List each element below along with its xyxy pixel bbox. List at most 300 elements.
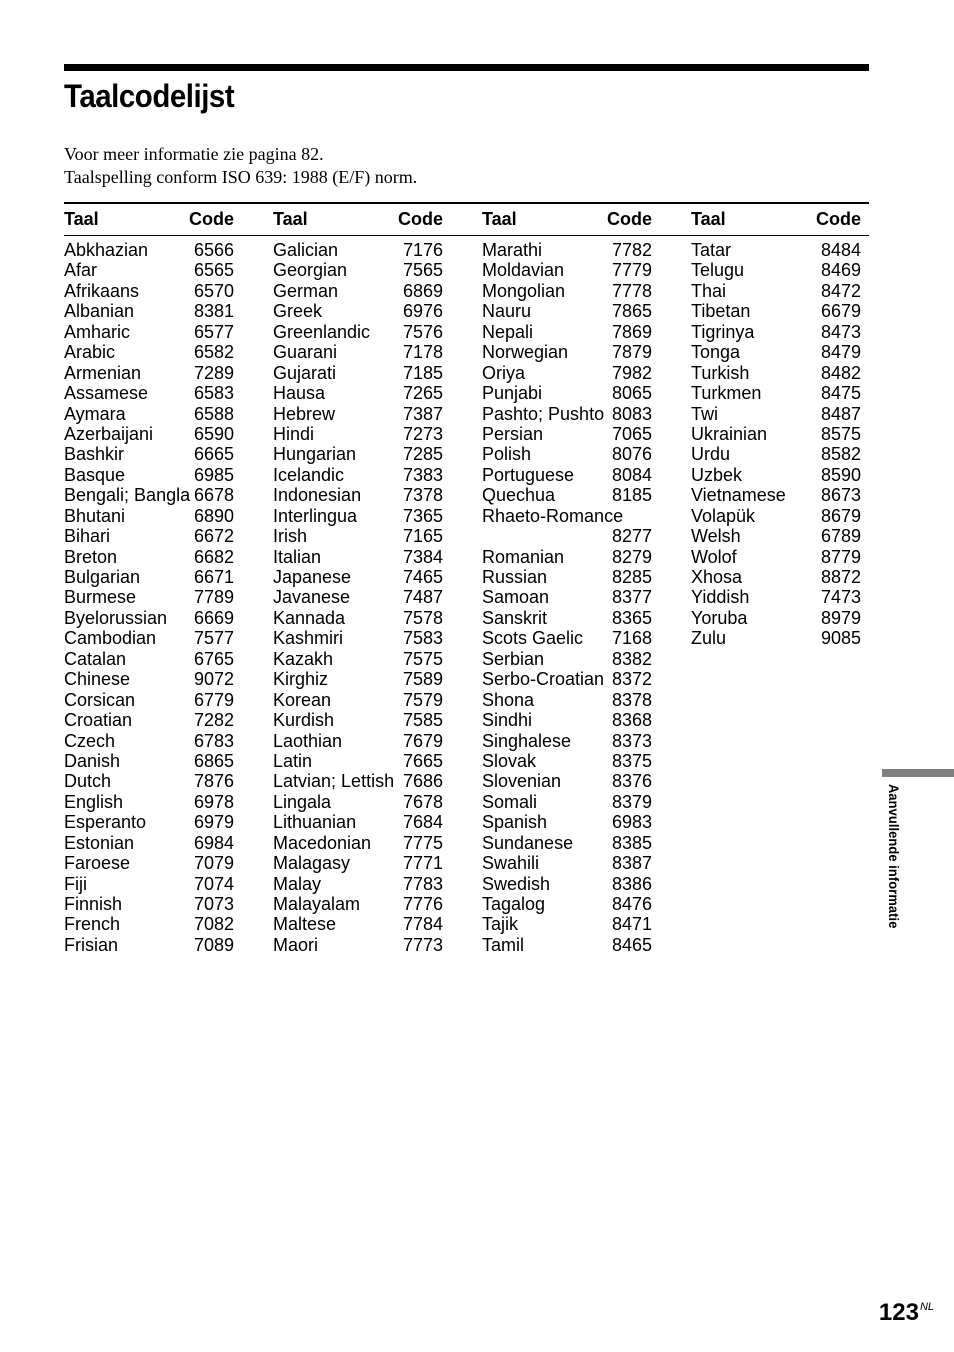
language-name: Wolof bbox=[691, 546, 737, 567]
language-name: Hindi bbox=[273, 423, 315, 444]
language-name: Greenlandic bbox=[273, 321, 371, 342]
header-language: Taal bbox=[691, 209, 726, 229]
table-row bbox=[482, 260, 652, 280]
language-code: 7869 bbox=[611, 321, 652, 342]
language-name: Uzbek bbox=[691, 464, 743, 485]
table-row bbox=[273, 383, 443, 403]
page-number-value: 123 bbox=[878, 1299, 919, 1326]
table-row bbox=[691, 240, 861, 260]
language-name: Laothian bbox=[273, 730, 343, 751]
language-code: 7679 bbox=[402, 730, 443, 751]
language-name: Lingala bbox=[273, 791, 332, 812]
table-row bbox=[691, 301, 861, 321]
language-name: Breton bbox=[64, 546, 118, 567]
table-row bbox=[482, 322, 652, 342]
language-name: Albanian bbox=[64, 301, 135, 322]
language-name: Tamil bbox=[482, 934, 525, 955]
table-row bbox=[64, 485, 234, 505]
language-code: 6583 bbox=[193, 383, 234, 404]
table-row bbox=[64, 935, 234, 955]
language-code: 7579 bbox=[402, 689, 443, 710]
table-row bbox=[273, 485, 443, 505]
language-code: 8779 bbox=[820, 546, 861, 567]
language-name: Nepali bbox=[482, 321, 534, 342]
language-code: 6869 bbox=[402, 280, 443, 301]
language-name: Afar bbox=[64, 260, 98, 281]
language-name: Aymara bbox=[64, 403, 126, 424]
language-name: Quechua bbox=[482, 485, 556, 506]
table-row bbox=[273, 771, 443, 791]
language-name: Slovenian bbox=[482, 771, 562, 792]
language-code: 8473 bbox=[820, 321, 861, 342]
table-row bbox=[273, 281, 443, 301]
table-row bbox=[64, 587, 234, 607]
language-name: Zulu bbox=[691, 628, 727, 649]
table-row bbox=[64, 669, 234, 689]
language-code: 8476 bbox=[611, 894, 652, 914]
table-row bbox=[482, 547, 652, 567]
language-name: Maltese bbox=[273, 914, 337, 935]
header-language: Taal bbox=[64, 209, 99, 229]
table-row bbox=[482, 342, 652, 362]
table-row bbox=[482, 914, 652, 934]
table-row bbox=[64, 567, 234, 587]
table-header-rule bbox=[64, 235, 869, 236]
table-row bbox=[64, 751, 234, 771]
language-code: 7165 bbox=[402, 526, 443, 547]
language-code: 8487 bbox=[820, 403, 861, 424]
section-tab-bar bbox=[882, 769, 954, 777]
language-name: Latin bbox=[273, 750, 313, 771]
table-row bbox=[691, 383, 861, 403]
language-name: Bulgarian bbox=[64, 567, 141, 587]
language-name: Italian bbox=[273, 546, 322, 567]
language-name: Icelandic bbox=[273, 464, 345, 485]
language-name: Kazakh bbox=[273, 648, 334, 669]
table-row bbox=[482, 812, 652, 832]
table-row bbox=[273, 567, 443, 587]
table-rows bbox=[482, 240, 652, 955]
language-name: Kirghiz bbox=[273, 669, 329, 690]
language-name: German bbox=[273, 280, 339, 301]
language-code: 6679 bbox=[820, 301, 861, 322]
language-code: 8387 bbox=[611, 853, 652, 874]
language-name: Croatian bbox=[64, 710, 133, 731]
language-name: Norwegian bbox=[482, 342, 569, 363]
language-name: English bbox=[64, 791, 124, 812]
table-row bbox=[273, 587, 443, 607]
language-name: Twi bbox=[691, 403, 718, 424]
language-name: Xhosa bbox=[691, 567, 743, 587]
language-name: Afrikaans bbox=[64, 280, 140, 301]
table-row bbox=[64, 363, 234, 383]
table-row bbox=[64, 853, 234, 873]
language-name: French bbox=[64, 914, 121, 935]
table-row bbox=[691, 465, 861, 485]
language-code: 8277 bbox=[611, 526, 652, 547]
table-row bbox=[273, 935, 443, 955]
table-row bbox=[691, 587, 861, 607]
language-name: Bihari bbox=[64, 526, 111, 547]
language-name: Tajik bbox=[482, 914, 519, 935]
language-code: 7365 bbox=[402, 505, 443, 526]
language-code: 6985 bbox=[193, 464, 234, 485]
language-name: Maori bbox=[273, 934, 319, 955]
language-name: Romanian bbox=[482, 546, 565, 567]
language-code: 8482 bbox=[820, 362, 861, 383]
language-name: Armenian bbox=[64, 362, 142, 383]
language-code: 8377 bbox=[611, 587, 652, 608]
table-row bbox=[64, 710, 234, 730]
table-row bbox=[482, 874, 652, 894]
language-code: 6978 bbox=[193, 791, 234, 812]
page-title: Taalcodelijst bbox=[64, 78, 235, 114]
language-name: Esperanto bbox=[64, 812, 147, 833]
language-name: Galician bbox=[273, 240, 339, 260]
table-row bbox=[273, 792, 443, 812]
table-row bbox=[691, 260, 861, 280]
language-code: 6672 bbox=[193, 526, 234, 547]
table-row bbox=[273, 342, 443, 362]
language-code: 7982 bbox=[611, 362, 652, 383]
language-code: 8872 bbox=[820, 567, 861, 587]
language-code: 7282 bbox=[193, 710, 234, 731]
language-code: 8373 bbox=[611, 730, 652, 751]
language-name: Persian bbox=[482, 423, 544, 444]
language-code: 6565 bbox=[193, 260, 234, 281]
language-code: 7784 bbox=[402, 914, 443, 935]
language-code: 8083 bbox=[611, 403, 652, 424]
language-name: Serbian bbox=[482, 648, 545, 669]
table-row bbox=[273, 710, 443, 730]
language-name: Turkmen bbox=[691, 383, 762, 404]
language-name: Estonian bbox=[64, 832, 135, 853]
language-name: Faroese bbox=[64, 853, 131, 874]
language-name: Yoruba bbox=[691, 607, 748, 628]
language-code: 8375 bbox=[611, 750, 652, 771]
table-row bbox=[64, 404, 234, 424]
language-name: Sundanese bbox=[482, 832, 574, 853]
language-name: Serbo-Croatian bbox=[482, 669, 605, 690]
language-name: Hebrew bbox=[273, 403, 336, 424]
table-row bbox=[482, 240, 652, 260]
language-code: 7865 bbox=[611, 301, 652, 322]
header-code: Code bbox=[816, 209, 861, 229]
language-code: 8379 bbox=[611, 791, 652, 812]
language-code: 7387 bbox=[402, 403, 443, 424]
table-row bbox=[691, 526, 861, 546]
language-name: Vietnamese bbox=[691, 485, 786, 506]
table-row bbox=[482, 833, 652, 853]
language-code: 6865 bbox=[193, 750, 234, 771]
language-name: Fiji bbox=[64, 873, 87, 894]
language-name: Finnish bbox=[64, 894, 123, 914]
language-name: Hungarian bbox=[273, 444, 357, 465]
language-name: Kurdish bbox=[273, 710, 335, 731]
table-row bbox=[691, 485, 861, 505]
language-code: 9085 bbox=[820, 628, 861, 649]
table-row bbox=[273, 465, 443, 485]
language-name: Assamese bbox=[64, 383, 149, 404]
table-row bbox=[691, 567, 861, 587]
table-header bbox=[273, 207, 443, 231]
language-name: Yiddish bbox=[691, 587, 750, 608]
table-row bbox=[273, 874, 443, 894]
table-row bbox=[273, 547, 443, 567]
table-row bbox=[64, 649, 234, 669]
language-name: Cambodian bbox=[64, 628, 157, 649]
table-row bbox=[64, 383, 234, 403]
language-name: Abkhazian bbox=[64, 240, 149, 260]
page-number bbox=[879, 1298, 934, 1328]
language-code: 8382 bbox=[611, 648, 652, 669]
language-code: 8469 bbox=[820, 260, 861, 281]
language-code: 6984 bbox=[193, 832, 234, 853]
language-code: 7778 bbox=[611, 280, 652, 301]
table-header bbox=[64, 207, 234, 231]
table-row bbox=[482, 526, 652, 546]
language-code: 8376 bbox=[611, 771, 652, 792]
page-number-suffix: NL bbox=[919, 1301, 934, 1313]
language-code: 7273 bbox=[402, 423, 443, 444]
table-row bbox=[273, 363, 443, 383]
language-code: 8386 bbox=[611, 873, 652, 894]
language-code: 7065 bbox=[611, 423, 652, 444]
language-name: Tonga bbox=[691, 342, 741, 363]
table-row bbox=[64, 506, 234, 526]
language-name: Tagalog bbox=[482, 894, 546, 914]
language-code: 6577 bbox=[193, 321, 234, 342]
table-row bbox=[482, 751, 652, 771]
language-code: 8479 bbox=[820, 342, 861, 363]
language-name: Javanese bbox=[273, 587, 351, 608]
table-row bbox=[64, 833, 234, 853]
table-row bbox=[482, 690, 652, 710]
language-name: Oriya bbox=[482, 362, 526, 383]
language-code: 7783 bbox=[402, 873, 443, 894]
table-row bbox=[482, 628, 652, 648]
language-name: Indonesian bbox=[273, 485, 362, 506]
language-code: 7073 bbox=[193, 894, 234, 914]
table-row bbox=[273, 260, 443, 280]
language-code: 8279 bbox=[611, 546, 652, 567]
language-name: Swedish bbox=[482, 873, 551, 894]
table-row bbox=[64, 260, 234, 280]
header-code: Code bbox=[607, 209, 652, 229]
table-row bbox=[273, 322, 443, 342]
language-name: Nauru bbox=[482, 301, 532, 322]
table-row bbox=[64, 424, 234, 444]
table-row bbox=[482, 608, 652, 628]
language-code: 6976 bbox=[402, 301, 443, 322]
language-code: 6570 bbox=[193, 280, 234, 301]
table-row bbox=[64, 792, 234, 812]
language-code: 7473 bbox=[820, 587, 861, 608]
language-code: 7168 bbox=[611, 628, 652, 649]
table-row bbox=[273, 751, 443, 771]
language-name: Malayalam bbox=[273, 894, 361, 914]
language-code: 6665 bbox=[193, 444, 234, 465]
table-row bbox=[273, 240, 443, 260]
table-row bbox=[64, 874, 234, 894]
language-name: Azerbaijani bbox=[64, 423, 154, 444]
table-row bbox=[64, 628, 234, 648]
language-code: 6890 bbox=[193, 505, 234, 526]
table-row bbox=[482, 301, 652, 321]
language-code: 8979 bbox=[820, 607, 861, 628]
table-row bbox=[273, 424, 443, 444]
language-code: 8285 bbox=[611, 567, 652, 587]
language-code: 7775 bbox=[402, 832, 443, 853]
table-row bbox=[273, 301, 443, 321]
language-name: Volapük bbox=[691, 505, 756, 526]
table-row bbox=[64, 771, 234, 791]
language-code: 6582 bbox=[193, 342, 234, 363]
language-code: 7665 bbox=[402, 750, 443, 771]
table-row bbox=[482, 771, 652, 791]
table-row bbox=[482, 649, 652, 669]
table-row bbox=[64, 240, 234, 260]
language-code: 8185 bbox=[611, 485, 652, 506]
table-row bbox=[482, 424, 652, 444]
language-name: Thai bbox=[691, 280, 727, 301]
language-name: Czech bbox=[64, 730, 116, 751]
table-row bbox=[482, 363, 652, 383]
table-row bbox=[273, 853, 443, 873]
language-code: 8378 bbox=[611, 689, 652, 710]
table-row bbox=[273, 690, 443, 710]
language-name: Kannada bbox=[273, 607, 346, 628]
language-code: 7089 bbox=[193, 934, 234, 955]
language-name: Burmese bbox=[64, 587, 137, 608]
table-row bbox=[482, 404, 652, 424]
language-name: Tibetan bbox=[691, 301, 751, 322]
language-name: Japanese bbox=[273, 567, 352, 587]
table-row bbox=[273, 812, 443, 832]
table-row bbox=[482, 281, 652, 301]
language-code: 7082 bbox=[193, 914, 234, 935]
language-code: 7487 bbox=[402, 587, 443, 608]
table-row bbox=[64, 301, 234, 321]
table-top-rule bbox=[64, 202, 869, 204]
language-code: 6765 bbox=[193, 648, 234, 669]
language-name: Malagasy bbox=[273, 853, 351, 874]
table-row bbox=[273, 649, 443, 669]
language-code: 7576 bbox=[402, 321, 443, 342]
table-row bbox=[64, 914, 234, 934]
language-code: 9072 bbox=[193, 669, 234, 690]
language-name: Urdu bbox=[691, 444, 731, 465]
language-code: 7178 bbox=[402, 342, 443, 363]
language-name: Malay bbox=[273, 873, 322, 894]
table-row bbox=[482, 669, 652, 689]
language-name: Basque bbox=[64, 464, 126, 485]
section-tab-label: Aanvullende informatie bbox=[886, 784, 902, 929]
language-name: Corsican bbox=[64, 689, 136, 710]
language-code: 7285 bbox=[402, 444, 443, 465]
table-row bbox=[273, 914, 443, 934]
table-row bbox=[691, 608, 861, 628]
title-rule bbox=[64, 64, 869, 71]
language-code: 6671 bbox=[193, 567, 234, 587]
table-row bbox=[691, 363, 861, 383]
table-row bbox=[64, 608, 234, 628]
language-name: Greek bbox=[273, 301, 323, 322]
language-code: 6789 bbox=[820, 526, 861, 547]
table-row bbox=[482, 731, 652, 751]
language-name: Dutch bbox=[64, 771, 112, 792]
language-code: 8372 bbox=[611, 669, 652, 690]
language-name: Tatar bbox=[691, 240, 732, 260]
language-name: Bhutani bbox=[64, 505, 126, 526]
language-name: Punjabi bbox=[482, 383, 543, 404]
header-code: Code bbox=[398, 209, 443, 229]
language-code: 6983 bbox=[611, 812, 652, 833]
language-name: Spanish bbox=[482, 812, 548, 833]
table-row bbox=[64, 547, 234, 567]
language-name: Gujarati bbox=[273, 362, 337, 383]
language-code: 7779 bbox=[611, 260, 652, 281]
language-name: Korean bbox=[273, 689, 332, 710]
table-row bbox=[64, 465, 234, 485]
language-code: 7589 bbox=[402, 669, 443, 690]
language-code: 8365 bbox=[611, 607, 652, 628]
table-row bbox=[691, 628, 861, 648]
language-code: 7185 bbox=[402, 362, 443, 383]
language-name: Scots Gaelic bbox=[482, 628, 584, 649]
language-code: 7378 bbox=[402, 485, 443, 506]
language-name: Rhaeto-Romance bbox=[482, 505, 624, 526]
table-row bbox=[273, 628, 443, 648]
table-row bbox=[482, 506, 652, 526]
table-row bbox=[273, 444, 443, 464]
language-code: 7577 bbox=[193, 628, 234, 649]
table-row bbox=[691, 281, 861, 301]
table-row bbox=[64, 731, 234, 751]
table-row bbox=[691, 322, 861, 342]
language-name: Swahili bbox=[482, 853, 540, 874]
table-row bbox=[64, 526, 234, 546]
table-row bbox=[691, 506, 861, 526]
language-code: 7465 bbox=[402, 567, 443, 587]
header-code: Code bbox=[189, 209, 234, 229]
language-code: 8065 bbox=[611, 383, 652, 404]
language-name: Mongolian bbox=[482, 280, 566, 301]
language-name: Singhalese bbox=[482, 730, 572, 751]
table-row bbox=[273, 894, 443, 914]
language-name: Bashkir bbox=[64, 444, 125, 465]
language-code: 7789 bbox=[193, 587, 234, 608]
language-code: 8575 bbox=[820, 423, 861, 444]
table-row bbox=[691, 444, 861, 464]
table-row bbox=[64, 444, 234, 464]
language-name: Turkish bbox=[691, 362, 750, 383]
language-code: 6678 bbox=[193, 485, 234, 506]
language-code: 7565 bbox=[402, 260, 443, 281]
language-code: 8582 bbox=[820, 444, 861, 465]
table-row bbox=[482, 383, 652, 403]
language-name: Chinese bbox=[64, 669, 131, 690]
language-code: 7383 bbox=[402, 464, 443, 485]
table-row bbox=[482, 485, 652, 505]
language-name: Ukrainian bbox=[691, 423, 768, 444]
language-code: 8465 bbox=[611, 934, 652, 955]
language-code: 6979 bbox=[193, 812, 234, 833]
language-code: 7583 bbox=[402, 628, 443, 649]
table-row bbox=[691, 342, 861, 362]
language-code: 7384 bbox=[402, 546, 443, 567]
table-row bbox=[273, 526, 443, 546]
